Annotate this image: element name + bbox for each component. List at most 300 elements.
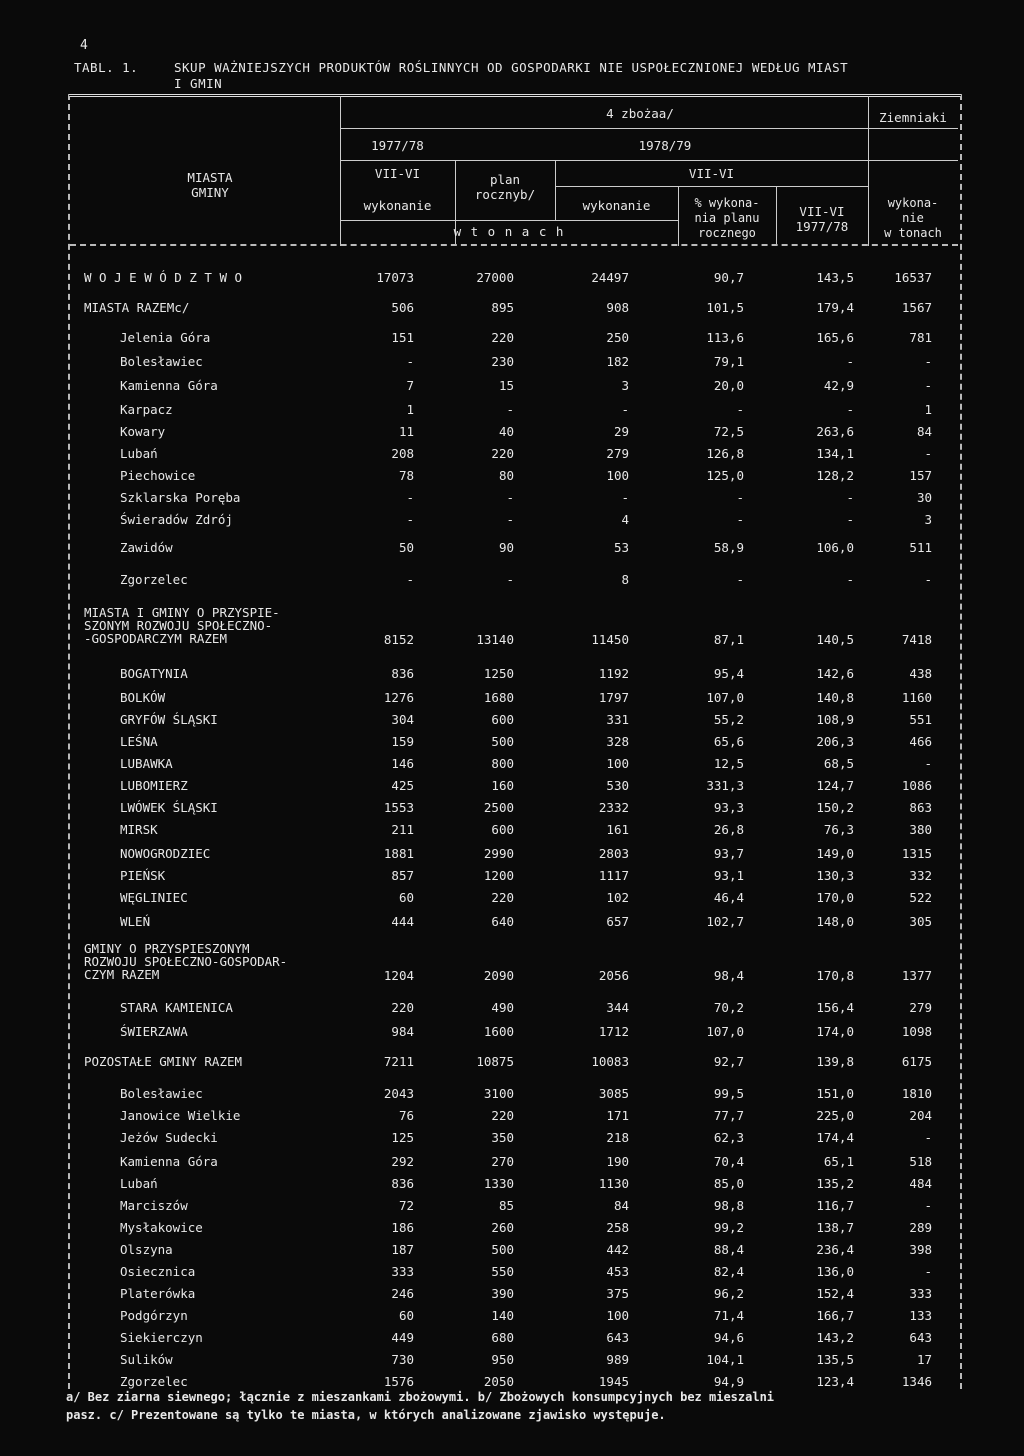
cell-value: 171 — [606, 1108, 629, 1123]
footnote-line-1: a/ Bez ziarna siewnego; łącznie z mieszankami zbożowymi. b/ Zbożowych konsumpcyjnych bez mieszalni — [66, 1390, 775, 1404]
cell-value: 13140 — [476, 632, 514, 647]
table-row — [0, 1308, 1024, 1328]
row-label: Jelenia Góra — [120, 330, 211, 345]
cell-value: 506 — [391, 300, 414, 315]
table-row — [0, 800, 1024, 820]
row-label: ŚWIERZAWA — [120, 1024, 188, 1039]
row-label: STARA KAMIENICA — [120, 1000, 233, 1015]
cell-value: 116,7 — [816, 1198, 854, 1213]
cell-value: 156,4 — [816, 1000, 854, 1015]
cell-value: 1160 — [901, 690, 932, 705]
row-label: LUBOMIERZ — [120, 778, 188, 793]
table-row — [0, 605, 1024, 652]
header-col-ziem: wykona- nie w tonach — [884, 196, 942, 240]
cell-value: 125 — [391, 1130, 414, 1145]
footnote-line-2: pasz. c/ Prezentowane są tylko te miasta, w których analizowane zjawisko występuje. — [66, 1408, 666, 1422]
cell-value: 518 — [909, 1154, 932, 1169]
cell-value: 511 — [909, 540, 932, 555]
header-col-wyk-curr: wykonanie — [582, 198, 651, 213]
row-label: Jeżów Sudecki — [120, 1130, 218, 1145]
cell-value: 157 — [909, 468, 932, 483]
cell-value: 165,6 — [816, 330, 854, 345]
row-label: Lubań — [120, 446, 158, 461]
cell-value: 99,5 — [713, 1086, 744, 1101]
cell-value: 138,7 — [816, 1220, 854, 1235]
cell-value: 333 — [391, 1264, 414, 1279]
table-row — [0, 378, 1024, 398]
cell-value: 143,5 — [816, 270, 854, 285]
cell-value: 68,5 — [823, 756, 854, 771]
cell-value: 30 — [916, 490, 932, 505]
header-col-pct: % wykona- nia planu rocznego — [694, 196, 760, 240]
cell-value: 1086 — [901, 778, 932, 793]
cell-value: 836 — [391, 1176, 414, 1191]
cell-value: 20,0 — [713, 378, 744, 393]
cell-value: 643 — [909, 1330, 932, 1345]
table-row — [0, 666, 1024, 686]
cell-value: 1346 — [901, 1374, 932, 1389]
cell-value: 170,0 — [816, 890, 854, 905]
table-row — [0, 1154, 1024, 1174]
cell-value: 159 — [391, 734, 414, 749]
cell-value: 438 — [909, 666, 932, 681]
row-label: Kamienna Góra — [120, 378, 218, 393]
cell-value: 104,1 — [706, 1352, 744, 1367]
table-row — [0, 822, 1024, 842]
cell-value: 148,0 — [816, 914, 854, 929]
cell-value: 444 — [391, 914, 414, 929]
cell-value: 135,2 — [816, 1176, 854, 1191]
row-label: Osiecznica — [120, 1264, 196, 1279]
row-label: Świeradów Zdrój — [120, 512, 233, 527]
cell-value: 490 — [491, 1000, 514, 1015]
cell-value: 84 — [613, 1198, 629, 1213]
cell-value: 1377 — [901, 968, 932, 983]
cell-value: 1315 — [901, 846, 932, 861]
table-label: TABL. 1. — [74, 60, 139, 75]
cell-value: 101,5 — [706, 300, 744, 315]
cell-value: 680 — [491, 1330, 514, 1345]
cell-value: 643 — [606, 1330, 629, 1345]
row-label: W O J E W Ó D Z T W O — [84, 270, 243, 285]
cell-value: 730 — [391, 1352, 414, 1367]
cell-value: 78 — [398, 468, 414, 483]
cell-value: 218 — [606, 1130, 629, 1145]
cell-value: 186 — [391, 1220, 414, 1235]
cell-value: 449 — [391, 1330, 414, 1345]
cell-value: 88,4 — [713, 1242, 744, 1257]
header-unit: w t o n a c h — [453, 224, 565, 239]
cell-value: 220 — [491, 1108, 514, 1123]
table-row — [0, 490, 1024, 510]
cell-value: 10083 — [591, 1054, 629, 1069]
cell-value: 640 — [491, 914, 514, 929]
table-row — [0, 1054, 1024, 1074]
cell-value: 292 — [391, 1154, 414, 1169]
cell-value: 484 — [909, 1176, 932, 1191]
header-col-plan: plan rocznyb/ — [474, 172, 536, 202]
cell-value: 7211 — [383, 1054, 414, 1069]
cell-value: 206,3 — [816, 734, 854, 749]
table-row — [0, 846, 1024, 866]
table-row — [0, 354, 1024, 374]
cell-value: 211 — [391, 822, 414, 837]
cell-value: 304 — [391, 712, 414, 727]
table-row — [0, 1286, 1024, 1306]
cell-value: - — [506, 512, 514, 527]
cell-value: 77,7 — [713, 1108, 744, 1123]
cell-value: 1250 — [483, 666, 514, 681]
cell-value: 174,0 — [816, 1024, 854, 1039]
cell-value: 15 — [498, 378, 514, 393]
cell-value: 98,8 — [713, 1198, 744, 1213]
cell-value: 863 — [909, 800, 932, 815]
table-title — [74, 60, 848, 92]
row-label: Siekierczyn — [120, 1330, 203, 1345]
cell-value: 600 — [491, 822, 514, 837]
table-row — [0, 712, 1024, 732]
cell-value: 113,6 — [706, 330, 744, 345]
cell-value: 332 — [909, 868, 932, 883]
cell-value: 151,0 — [816, 1086, 854, 1101]
cell-value: 90 — [498, 540, 514, 555]
cell-value: 85,0 — [713, 1176, 744, 1191]
header-period-prev: VII-VI — [374, 166, 421, 181]
cell-value: 133 — [909, 1308, 932, 1323]
cell-value: 95,4 — [713, 666, 744, 681]
cell-value: 182 — [606, 354, 629, 369]
row-label: Sulików — [120, 1352, 173, 1367]
cell-value: 60 — [398, 890, 414, 905]
table-row — [0, 1000, 1024, 1020]
table-row — [0, 890, 1024, 910]
cell-value: 250 — [606, 330, 629, 345]
cell-value: 950 — [491, 1352, 514, 1367]
cell-value: - — [621, 402, 629, 417]
header-rule — [340, 128, 958, 129]
cell-value: 70,4 — [713, 1154, 744, 1169]
cell-value: 124,7 — [816, 778, 854, 793]
cell-value: 600 — [491, 712, 514, 727]
cell-value: 125,0 — [706, 468, 744, 483]
row-label: Platerówka — [120, 1286, 196, 1301]
cell-value: - — [406, 572, 414, 587]
cell-value: 7 — [406, 378, 414, 393]
cell-value: 17073 — [376, 270, 414, 285]
row-label: Podgórzyn — [120, 1308, 188, 1323]
cell-value: - — [924, 572, 932, 587]
cell-value: 102,7 — [706, 914, 744, 929]
cell-value: 92,7 — [713, 1054, 744, 1069]
cell-value: 1600 — [483, 1024, 514, 1039]
table-row — [0, 1352, 1024, 1372]
table-row — [0, 1108, 1024, 1128]
row-label: WLEŃ — [120, 914, 151, 929]
cell-value: 70,2 — [713, 1000, 744, 1015]
cell-value: - — [924, 756, 932, 771]
cell-value: 108,9 — [816, 712, 854, 727]
cell-value: 99,2 — [713, 1220, 744, 1235]
cell-value: 1712 — [598, 1024, 629, 1039]
header-rule — [555, 186, 868, 187]
header-grain-group: 4 zbożaa/ — [606, 106, 674, 121]
cell-value: 220 — [491, 446, 514, 461]
cell-value: 149,0 — [816, 846, 854, 861]
row-label: MIASTA I GMINY O PRZYSPIE- SZONYM ROZWOJU SPOŁECZNO- -GOSPODARCZYM RAZEM — [84, 605, 280, 646]
cell-value: 140 — [491, 1308, 514, 1323]
cell-value: 500 — [491, 1242, 514, 1257]
cell-value: 800 — [491, 756, 514, 771]
row-label: Zawidów — [120, 540, 173, 555]
cell-value: - — [924, 1264, 932, 1279]
cell-value: 1204 — [383, 968, 414, 983]
cell-value: 187 — [391, 1242, 414, 1257]
cell-value: - — [846, 354, 854, 369]
cell-value: 220 — [491, 330, 514, 345]
cell-value: 128,2 — [816, 468, 854, 483]
table-row — [0, 540, 1024, 560]
cell-value: 551 — [909, 712, 932, 727]
cell-value: 1098 — [901, 1024, 932, 1039]
cell-value: - — [506, 572, 514, 587]
cell-value: 24497 — [591, 270, 629, 285]
table-row — [0, 690, 1024, 710]
cell-value: 4 — [621, 512, 629, 527]
cell-value: 94,6 — [713, 1330, 744, 1345]
table-row — [0, 270, 1024, 290]
table-row — [0, 941, 1024, 988]
cell-value: 1330 — [483, 1176, 514, 1191]
cell-value: - — [406, 512, 414, 527]
table-row — [0, 868, 1024, 888]
cell-value: - — [406, 490, 414, 505]
cell-value: 85 — [498, 1198, 514, 1213]
cell-value: 71,4 — [713, 1308, 744, 1323]
cell-value: 146 — [391, 756, 414, 771]
cell-value: 657 — [606, 914, 629, 929]
header-bottom-rule — [70, 244, 958, 246]
cell-value: 174,4 — [816, 1130, 854, 1145]
table-row — [0, 734, 1024, 754]
row-label: Marciszów — [120, 1198, 188, 1213]
cell-value: 143,2 — [816, 1330, 854, 1345]
cell-value: - — [846, 572, 854, 587]
table-row — [0, 468, 1024, 488]
cell-value: 76 — [398, 1108, 414, 1123]
cell-value: 42,9 — [823, 378, 854, 393]
row-label: Kowary — [120, 424, 166, 439]
table-row — [0, 1264, 1024, 1284]
header-year-prev: 1977/78 — [371, 138, 424, 153]
cell-value: 72,5 — [713, 424, 744, 439]
table-row — [0, 446, 1024, 466]
cell-value: 1680 — [483, 690, 514, 705]
cell-value: 895 — [491, 300, 514, 315]
row-label: GRYFÓW ŚLĄSKI — [120, 712, 218, 727]
cell-value: 50 — [398, 540, 414, 555]
cell-value: - — [924, 378, 932, 393]
table-row — [0, 572, 1024, 592]
row-label: Szklarska Poręba — [120, 490, 241, 505]
cell-value: 1130 — [598, 1176, 629, 1191]
cell-value: 65,1 — [823, 1154, 854, 1169]
row-label: Piechowice — [120, 468, 196, 483]
cell-value: 76,3 — [823, 822, 854, 837]
cell-value: 1576 — [383, 1374, 414, 1389]
row-label: MIASTA RAZEMc/ — [84, 300, 190, 315]
cell-value: 90,7 — [713, 270, 744, 285]
row-label: Bolesławiec — [120, 1086, 203, 1101]
cell-value: 781 — [909, 330, 932, 345]
cell-value: 62,3 — [713, 1130, 744, 1145]
cell-value: 8 — [621, 572, 629, 587]
cell-value: 106,0 — [816, 540, 854, 555]
cell-value: 2332 — [598, 800, 629, 815]
cell-value: 190 — [606, 1154, 629, 1169]
cell-value: 72 — [398, 1198, 414, 1213]
cell-value: 1881 — [383, 846, 414, 861]
cell-value: 100 — [606, 756, 629, 771]
table-row — [0, 1242, 1024, 1262]
header-col-ratio: VII-VI 1977/78 — [795, 204, 849, 234]
cell-value: 1 — [406, 402, 414, 417]
cell-value: 123,4 — [816, 1374, 854, 1389]
cell-value: 289 — [909, 1220, 932, 1235]
table-row — [0, 330, 1024, 350]
page-number: 4 — [80, 38, 88, 53]
cell-value: 331,3 — [706, 778, 744, 793]
row-label: BOLKÓW — [120, 690, 166, 705]
cell-value: 87,1 — [713, 632, 744, 647]
cell-value: 1117 — [598, 868, 629, 883]
cell-value: 390 — [491, 1286, 514, 1301]
cell-value: 530 — [606, 778, 629, 793]
row-label: WĘGLINIEC — [120, 890, 188, 905]
cell-value: 166,7 — [816, 1308, 854, 1323]
cell-value: 836 — [391, 666, 414, 681]
cell-value: 2056 — [598, 968, 629, 983]
cell-value: 236,4 — [816, 1242, 854, 1257]
cell-value: 142,6 — [816, 666, 854, 681]
cell-value: - — [924, 1130, 932, 1145]
cell-value: 989 — [606, 1352, 629, 1367]
row-label: Bolesławiec — [120, 354, 203, 369]
cell-value: - — [924, 1198, 932, 1213]
cell-value: 246 — [391, 1286, 414, 1301]
cell-value: 94,9 — [713, 1374, 744, 1389]
cell-value: 1797 — [598, 690, 629, 705]
cell-value: 398 — [909, 1242, 932, 1257]
cell-value: 3 — [621, 378, 629, 393]
table-row — [0, 1176, 1024, 1196]
row-label: LWÓWEK ŚLĄSKI — [120, 800, 218, 815]
cell-value: 3100 — [483, 1086, 514, 1101]
cell-value: 857 — [391, 868, 414, 883]
cell-value: 12,5 — [713, 756, 744, 771]
cell-value: 1567 — [901, 300, 932, 315]
cell-value: 80 — [498, 468, 514, 483]
cell-value: 16537 — [894, 270, 932, 285]
row-label: Olszyna — [120, 1242, 173, 1257]
cell-value: 1276 — [383, 690, 414, 705]
row-label: BOGATYNIA — [120, 666, 188, 681]
cell-value: - — [924, 446, 932, 461]
cell-value: 60 — [398, 1308, 414, 1323]
title-line-1: SKUP WAŻNIEJSZYCH PRODUKTÓW ROŚLINNYCH OD GOSPODARKI NIE USPOŁECZNIONEJ WEDŁUG MIAST — [174, 60, 849, 75]
cell-value: 98,4 — [713, 968, 744, 983]
cell-value: 55,2 — [713, 712, 744, 727]
cell-value: - — [736, 490, 744, 505]
table-row — [0, 1024, 1024, 1044]
cell-value: 79,1 — [713, 354, 744, 369]
table-row — [0, 424, 1024, 444]
cell-value: 1553 — [383, 800, 414, 815]
cell-value: 107,0 — [706, 1024, 744, 1039]
table-row — [0, 1220, 1024, 1240]
cell-value: 130,3 — [816, 868, 854, 883]
cell-value: 466 — [909, 734, 932, 749]
cell-value: 40 — [498, 424, 514, 439]
cell-value: 380 — [909, 822, 932, 837]
cell-value: - — [406, 354, 414, 369]
cell-value: 140,5 — [816, 632, 854, 647]
row-label: Kamienna Góra — [120, 1154, 218, 1169]
cell-value: - — [621, 490, 629, 505]
stub-header: MIASTA GMINY — [187, 170, 233, 200]
footnote — [66, 1388, 774, 1424]
table-row — [0, 1330, 1024, 1350]
row-label: GMINY O PRZYSPIESZONYM ROZWOJU SPOŁECZNO-GOSPODAR- CZYM RAZEM — [84, 941, 288, 982]
cell-value: 160 — [491, 778, 514, 793]
cell-value: 333 — [909, 1286, 932, 1301]
table-row — [0, 756, 1024, 776]
cell-value: 220 — [491, 890, 514, 905]
row-label: LEŚNA — [120, 734, 158, 749]
row-label: LUBAWKA — [120, 756, 173, 771]
cell-value: 522 — [909, 890, 932, 905]
table-row — [0, 300, 1024, 320]
cell-value: 1810 — [901, 1086, 932, 1101]
table-row — [0, 1198, 1024, 1218]
row-label: Lubań — [120, 1176, 158, 1191]
cell-value: 100 — [606, 468, 629, 483]
cell-value: 260 — [491, 1220, 514, 1235]
cell-value: 26,8 — [713, 822, 744, 837]
cell-value: 136,0 — [816, 1264, 854, 1279]
cell-value: 3 — [924, 512, 932, 527]
cell-value: 328 — [606, 734, 629, 749]
cell-value: - — [846, 512, 854, 527]
table-row — [0, 1086, 1024, 1106]
cell-value: 134,1 — [816, 446, 854, 461]
cell-value: 2050 — [483, 1374, 514, 1389]
cell-value: 140,8 — [816, 690, 854, 705]
cell-value: 204 — [909, 1108, 932, 1123]
header-col-wyk-prev: wykonanie — [363, 198, 432, 213]
cell-value: - — [736, 572, 744, 587]
cell-value: 29 — [613, 424, 629, 439]
cell-value: 220 — [391, 1000, 414, 1015]
row-label: POZOSTAŁE GMINY RAZEM — [84, 1054, 243, 1069]
cell-value: 151 — [391, 330, 414, 345]
cell-value: - — [846, 402, 854, 417]
cell-value: 2090 — [483, 968, 514, 983]
cell-value: 27000 — [476, 270, 514, 285]
cell-value: 93,3 — [713, 800, 744, 815]
cell-value: 1200 — [483, 868, 514, 883]
table-row — [0, 512, 1024, 532]
cell-value: 3085 — [598, 1086, 629, 1101]
